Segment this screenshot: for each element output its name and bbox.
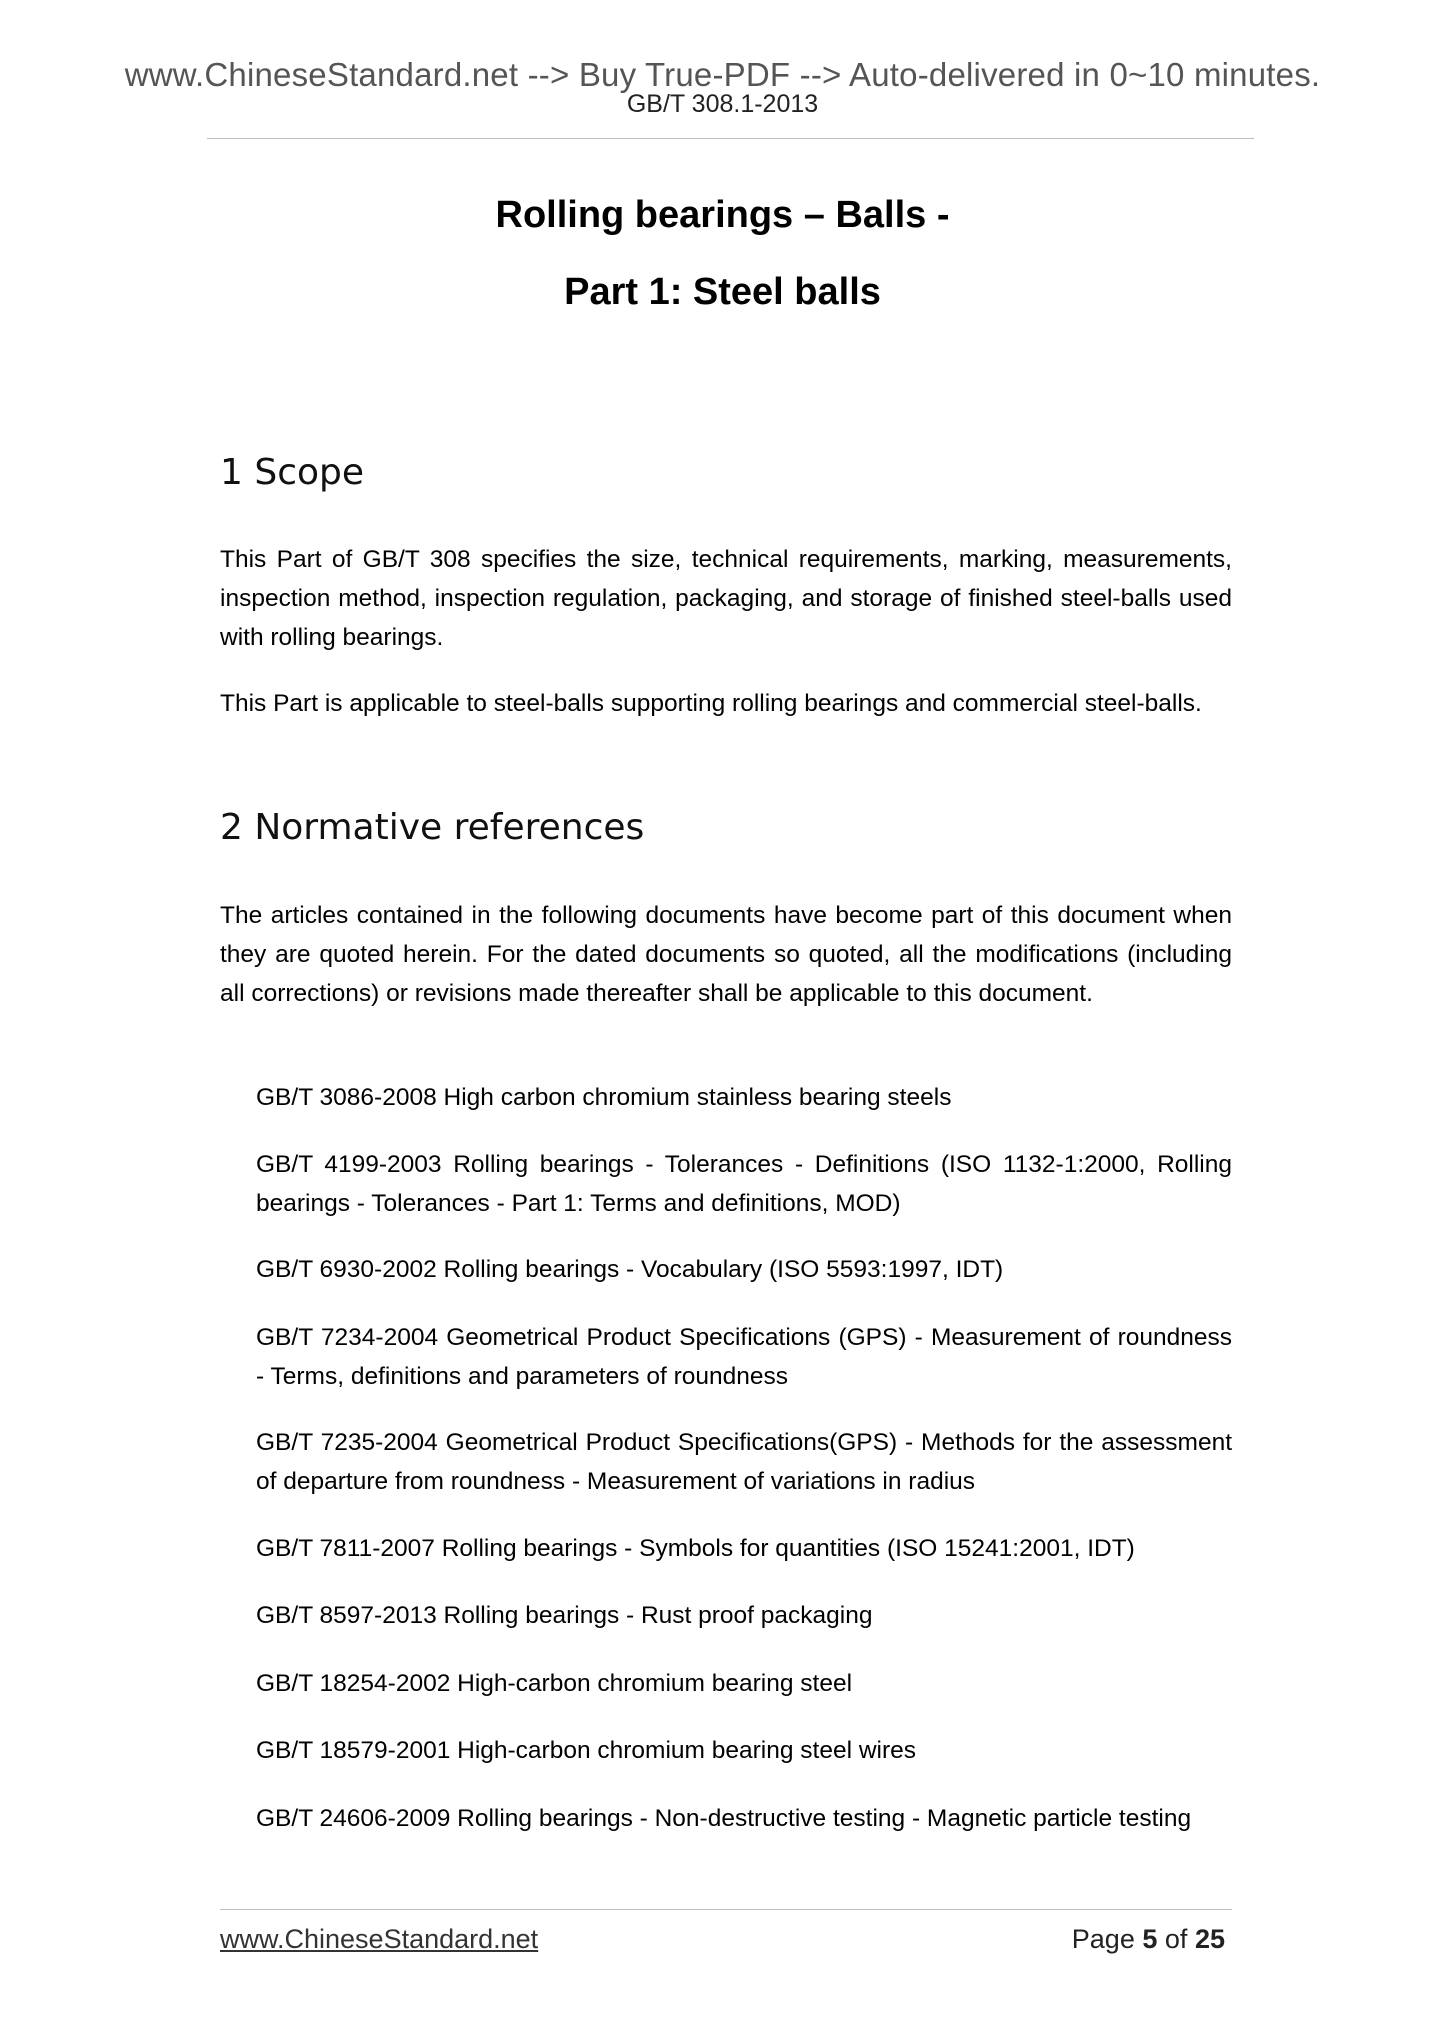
footer-divider <box>220 1909 1232 1910</box>
normative-intro-paragraph: The articles contained in the following documents have become part of this document when they are quoted herein. For the dated documents so quoted, all the modifications (including all corrections) or revisions made thereafter shall be applicable to this document. <box>220 902 1232 1007</box>
reference-item: GB/T 7234-2004 Geometrical Product Specifications (GPS) - Measurement of roundness - Terms, definitions and parameters of roundness <box>256 1324 1232 1390</box>
reference-item: GB/T 6930-2002 Rolling bearings - Vocabulary (ISO 5593:1997, IDT) <box>256 1256 1004 1283</box>
document-code: GB/T 308.1-2013 <box>626 90 819 118</box>
footer-website-link[interactable]: www.ChineseStandard.net <box>220 1924 539 1954</box>
scope-paragraph-1: This Part of GB/T 308 specifies the size, technical requirements, marking, measurements, inspection method, inspection regulation, packaging, and storage of finished steel-balls used with rolling bearings. <box>220 546 1232 651</box>
page-of-label: of <box>1164 1924 1188 1954</box>
reference-item: GB/T 18579-2001 High-carbon chromium bearing steel wires <box>256 1737 917 1764</box>
reference-item: GB/T 24606-2009 Rolling bearings - Non-destructive testing - Magnetic particle testing <box>256 1805 1192 1832</box>
reference-item: GB/T 4199-2003 Rolling bearings - Tolerances - Definitions (ISO 1132-1:2000, Rolling bearings - Tolerances - Part 1: Terms and definitions, MOD) <box>256 1151 1232 1217</box>
document-title-line-1: Rolling bearings – Balls - <box>495 194 950 236</box>
current-page: 5 <box>1142 1924 1158 1954</box>
reference-item: GB/T 18254-2002 High-carbon chromium bearing steel <box>256 1670 853 1697</box>
page-number <box>1072 1926 1225 1953</box>
reference-item: GB/T 7811-2007 Rolling bearings - Symbols for quantities (ISO 15241:2001, IDT) <box>256 1535 1135 1562</box>
total-pages: 25 <box>1194 1924 1225 1954</box>
reference-item: GB/T 3086-2008 High carbon chromium stainless bearing steels <box>256 1084 952 1111</box>
header-banner: www.ChineseStandard.net --> Buy True-PDF --> Auto-delivered in 0~10 minutes. <box>124 56 1321 93</box>
header-divider <box>207 138 1254 139</box>
section-heading-scope: 1 Scope <box>220 452 365 493</box>
reference-item: GB/T 7235-2004 Geometrical Product Specifications(GPS) - Methods for the assessment of departure from roundness - Measurement of variations in radius <box>256 1429 1232 1495</box>
scope-paragraph-2: This Part is applicable to steel-balls supporting rolling bearings and commercial steel-balls. <box>220 690 1202 717</box>
page-label: Page <box>1071 1924 1135 1954</box>
document-title-line-2: Part 1: Steel balls <box>564 271 881 313</box>
section-heading-normative-references: 2 Normative references <box>220 807 645 848</box>
reference-item: GB/T 8597-2013 Rolling bearings - Rust proof packaging <box>256 1602 873 1629</box>
